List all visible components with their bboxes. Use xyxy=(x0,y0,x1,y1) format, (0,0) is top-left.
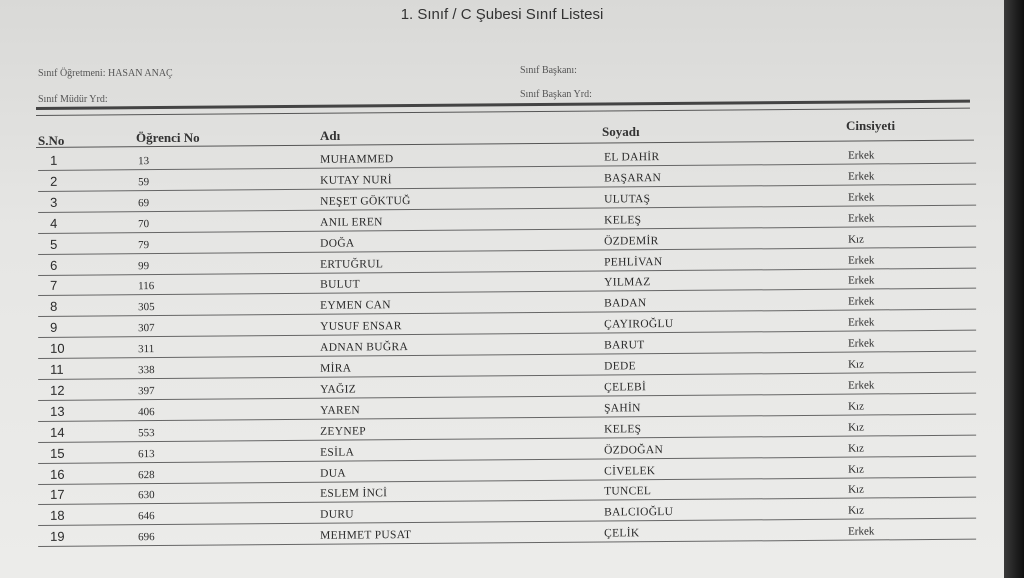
row-gender: Kız xyxy=(848,483,865,497)
row-surname: BALCIOĞLU xyxy=(604,506,674,519)
header-student-no: Öğrenci No xyxy=(136,130,200,145)
row-student-no: 696 xyxy=(138,531,155,544)
header-name: Adı xyxy=(320,128,341,143)
row-gender: Erkek xyxy=(848,191,875,204)
row-gender: Erkek xyxy=(848,379,875,392)
row-student-no: 553 xyxy=(138,426,155,439)
row-gender: Erkek xyxy=(848,274,875,288)
row-name: ESİLA xyxy=(320,446,355,459)
background-edge xyxy=(1004,0,1024,578)
row-surname: KELEŞ xyxy=(604,422,642,436)
row-surname: BARUT xyxy=(604,339,645,352)
row-sno: 7 xyxy=(50,278,58,294)
row-gender: Kız xyxy=(848,358,865,371)
class-president-label: Sınıf Başkanı: xyxy=(520,65,577,76)
document-title: 1. Sınıf / C Şubesi Sınıf Listesi xyxy=(400,6,604,23)
class-teacher: Sınıf Öğretmeni: HASAN ANAÇ xyxy=(38,68,173,79)
row-student-no: 69 xyxy=(138,196,150,210)
row-name: EYMEN CAN xyxy=(320,299,391,313)
row-student-no: 70 xyxy=(138,217,150,230)
row-name: MEHMET PUSAT xyxy=(320,529,412,542)
row-name: KUTAY NURİ xyxy=(320,174,392,187)
row-name: ANIL EREN xyxy=(320,215,383,229)
header-gender: Cinsiyeti xyxy=(846,118,896,133)
row-sno: 1 xyxy=(50,152,58,168)
row-name: YUSUF ENSAR xyxy=(320,320,402,333)
row-gender: Erkek xyxy=(848,316,875,329)
row-surname: ÇAYIROĞLU xyxy=(604,318,674,331)
row-divider xyxy=(38,539,976,547)
row-sno: 4 xyxy=(50,215,58,231)
row-name: ERTUĞRUL xyxy=(320,257,384,271)
row-surname: YILMAZ xyxy=(604,276,651,289)
row-gender: Erkek xyxy=(848,170,875,183)
row-surname: ÇELEBİ xyxy=(604,381,647,394)
row-gender: Kız xyxy=(848,463,865,476)
row-sno: 15 xyxy=(50,445,65,461)
row-student-no: 99 xyxy=(138,259,150,272)
row-surname: PEHLİVAN xyxy=(604,255,663,269)
row-name: ZEYNEP xyxy=(320,425,367,438)
row-name: YAREN xyxy=(320,404,360,417)
row-name: BULUT xyxy=(320,278,360,292)
row-surname: DEDE xyxy=(604,360,636,373)
row-surname: ULUTAŞ xyxy=(604,192,651,206)
row-gender: Erkek xyxy=(848,337,875,350)
row-sno: 2 xyxy=(50,173,58,189)
row-student-no: 305 xyxy=(138,301,155,314)
row-student-no: 13 xyxy=(138,155,150,168)
row-sno: 17 xyxy=(50,487,65,503)
row-surname: KELEŞ xyxy=(604,213,642,227)
row-sno: 14 xyxy=(50,424,65,440)
row-sno: 18 xyxy=(50,508,65,524)
row-surname: ÖZDEMİR xyxy=(604,234,659,248)
row-name: MUHAMMED xyxy=(320,153,394,166)
row-sno: 16 xyxy=(50,466,65,482)
row-student-no: 311 xyxy=(138,343,155,356)
row-surname: BAŞARAN xyxy=(604,171,662,185)
row-sno: 6 xyxy=(50,257,58,273)
row-student-no: 116 xyxy=(138,280,155,293)
row-gender: Erkek xyxy=(848,149,875,162)
row-gender: Kız xyxy=(848,442,865,455)
row-name: YAĞIZ xyxy=(320,383,357,396)
row-student-no: 630 xyxy=(138,489,155,502)
row-name: MİRA xyxy=(320,362,352,375)
row-student-no: 307 xyxy=(138,322,155,335)
row-sno: 19 xyxy=(50,528,65,545)
row-name: ESLEM İNCİ xyxy=(320,487,388,501)
row-sno: 8 xyxy=(50,299,58,315)
row-gender: Kız xyxy=(848,504,865,517)
row-sno: 11 xyxy=(50,361,64,377)
row-sno: 3 xyxy=(50,194,58,210)
row-surname: CİVELEK xyxy=(604,464,656,478)
row-student-no: 628 xyxy=(138,468,155,481)
row-surname: TUNCEL xyxy=(604,485,652,498)
row-gender: Erkek xyxy=(848,525,875,538)
row-surname: EL DAHİR xyxy=(604,151,660,164)
row-surname: ŞAHİN xyxy=(604,402,641,415)
row-student-no: 79 xyxy=(138,238,150,251)
class-vice-president-label: Sınıf Başkan Yrd: xyxy=(520,89,592,100)
row-surname: ÇELİK xyxy=(604,527,640,540)
row-name: ADNAN BUĞRA xyxy=(320,341,409,354)
header-rule-bottom xyxy=(36,108,970,116)
row-gender: Kız xyxy=(848,400,865,413)
row-name: NEŞET GÖKTUĞ xyxy=(320,194,411,208)
row-gender: Erkek xyxy=(848,295,875,308)
row-surname: ÖZDOĞAN xyxy=(604,443,664,457)
row-sno: 13 xyxy=(50,403,65,419)
row-student-no: 397 xyxy=(138,384,155,398)
row-student-no: 338 xyxy=(138,364,155,377)
row-gender: Erkek xyxy=(848,212,875,225)
header-sno: S.No xyxy=(38,133,65,148)
row-gender: Erkek xyxy=(848,253,875,267)
row-gender: Kız xyxy=(848,233,865,246)
row-name: DOĞA xyxy=(320,237,355,250)
row-student-no: 59 xyxy=(138,176,150,189)
row-sno: 12 xyxy=(50,382,65,398)
row-name: DUA xyxy=(320,467,346,480)
row-student-no: 613 xyxy=(138,447,155,460)
row-surname: BADAN xyxy=(604,297,647,310)
vice-principal-label: Sınıf Müdür Yrd: xyxy=(38,94,108,105)
row-student-no: 406 xyxy=(138,405,155,419)
row-sno: 5 xyxy=(50,236,58,252)
row-sno: 9 xyxy=(50,320,58,336)
header-surname: Soyadı xyxy=(602,124,640,139)
row-sno: 10 xyxy=(50,340,65,356)
row-name: DURU xyxy=(320,508,354,522)
row-gender: Kız xyxy=(848,421,865,434)
row-student-no: 646 xyxy=(138,510,155,523)
